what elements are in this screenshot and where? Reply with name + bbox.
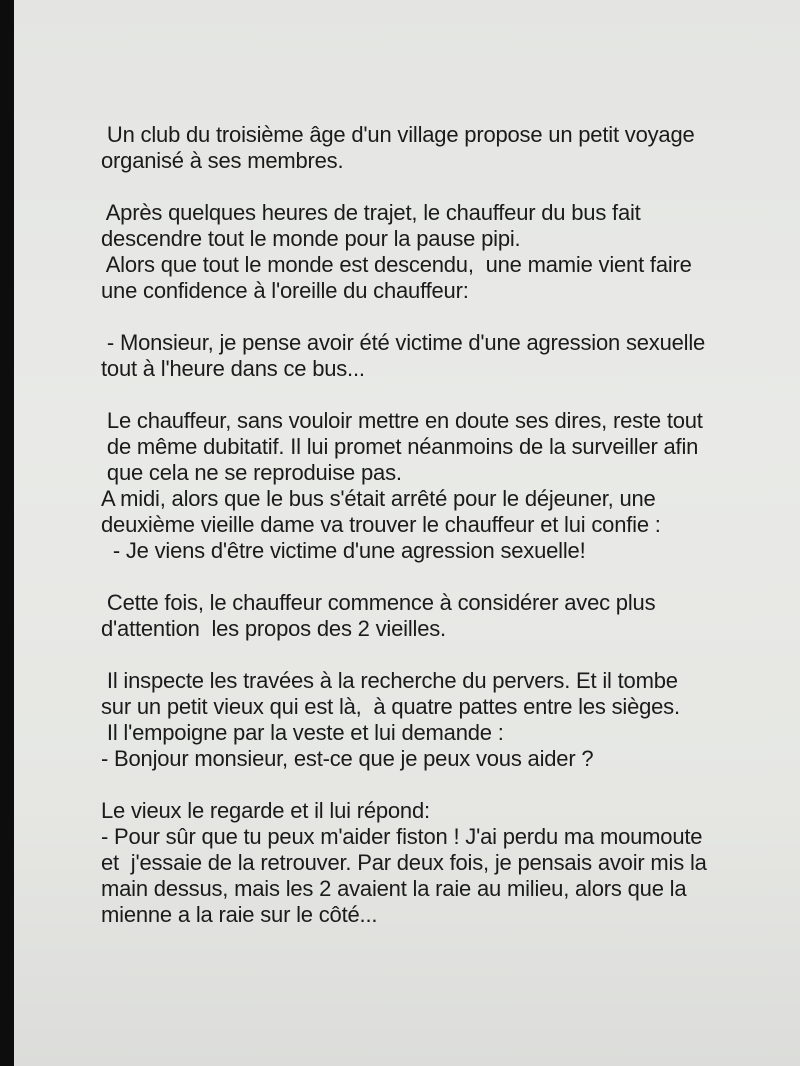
- paragraph: [101, 590, 761, 642]
- text-line: A midi, alors que le bus s'était arrêté pour le déjeuner, une: [101, 486, 656, 511]
- text-line: Après quelques heures de trajet, le chauffeur du bus fait: [101, 200, 641, 225]
- text-line: - Bonjour monsieur, est-ce que je peux vous aider ?: [101, 746, 594, 771]
- text-line: descendre tout le monde pour la pause pipi.: [101, 226, 521, 251]
- document-page: [14, 0, 800, 1066]
- text-line: main dessus, mais les 2 avaient la raie au milieu, alors que la: [101, 876, 687, 901]
- paragraph: [101, 200, 761, 304]
- text-line: - Pour sûr que tu peux m'aider fiston ! J'ai perdu ma moumoute: [101, 824, 703, 849]
- paragraph-spacer: [101, 382, 761, 408]
- paragraph: [101, 330, 761, 382]
- document-text: [101, 122, 761, 928]
- paragraph-spacer: [101, 174, 761, 200]
- text-line: Il l'empoigne par la veste et lui demande :: [101, 720, 504, 745]
- text-line: Le vieux le regarde et il lui répond:: [101, 798, 430, 823]
- paragraph: [101, 668, 761, 772]
- paragraph: [101, 122, 761, 174]
- text-line: deuxième vieille dame va trouver le chauffeur et lui confie :: [101, 512, 661, 537]
- text-line: une confidence à l'oreille du chauffeur:: [101, 278, 469, 303]
- paragraph-spacer: [101, 772, 761, 798]
- text-line: et j'essaie de la retrouver. Par deux fois, je pensais avoir mis la: [101, 850, 707, 875]
- text-line: - Je viens d'être victime d'une agression sexuelle!: [101, 538, 586, 563]
- text-line: Un club du troisième âge d'un village propose un petit voyage: [101, 122, 695, 147]
- text-line: que cela ne se reproduise pas.: [101, 460, 402, 485]
- paragraph-spacer: [101, 564, 761, 590]
- text-line: de même dubitatif. Il lui promet néanmoins de la surveiller afin: [101, 434, 699, 459]
- paragraph: [101, 408, 761, 564]
- text-line: Alors que tout le monde est descendu, une mamie vient faire: [101, 252, 692, 277]
- text-line: Le chauffeur, sans vouloir mettre en doute ses dires, reste tout: [101, 408, 703, 433]
- paragraph-spacer: [101, 304, 761, 330]
- text-line: mienne a la raie sur le côté...: [101, 902, 378, 927]
- text-line: tout à l'heure dans ce bus...: [101, 356, 365, 381]
- text-line: organisé à ses membres.: [101, 148, 344, 173]
- paragraph-spacer: [101, 642, 761, 668]
- text-line: sur un petit vieux qui est là, à quatre pattes entre les sièges.: [101, 694, 680, 719]
- paragraph: [101, 798, 761, 928]
- text-line: Il inspecte les travées à la recherche du pervers. Et il tombe: [101, 668, 678, 693]
- text-line: Cette fois, le chauffeur commence à considérer avec plus: [101, 590, 656, 615]
- text-line: - Monsieur, je pense avoir été victime d'une agression sexuelle: [101, 330, 706, 355]
- text-line: d'attention les propos des 2 vieilles.: [101, 616, 446, 641]
